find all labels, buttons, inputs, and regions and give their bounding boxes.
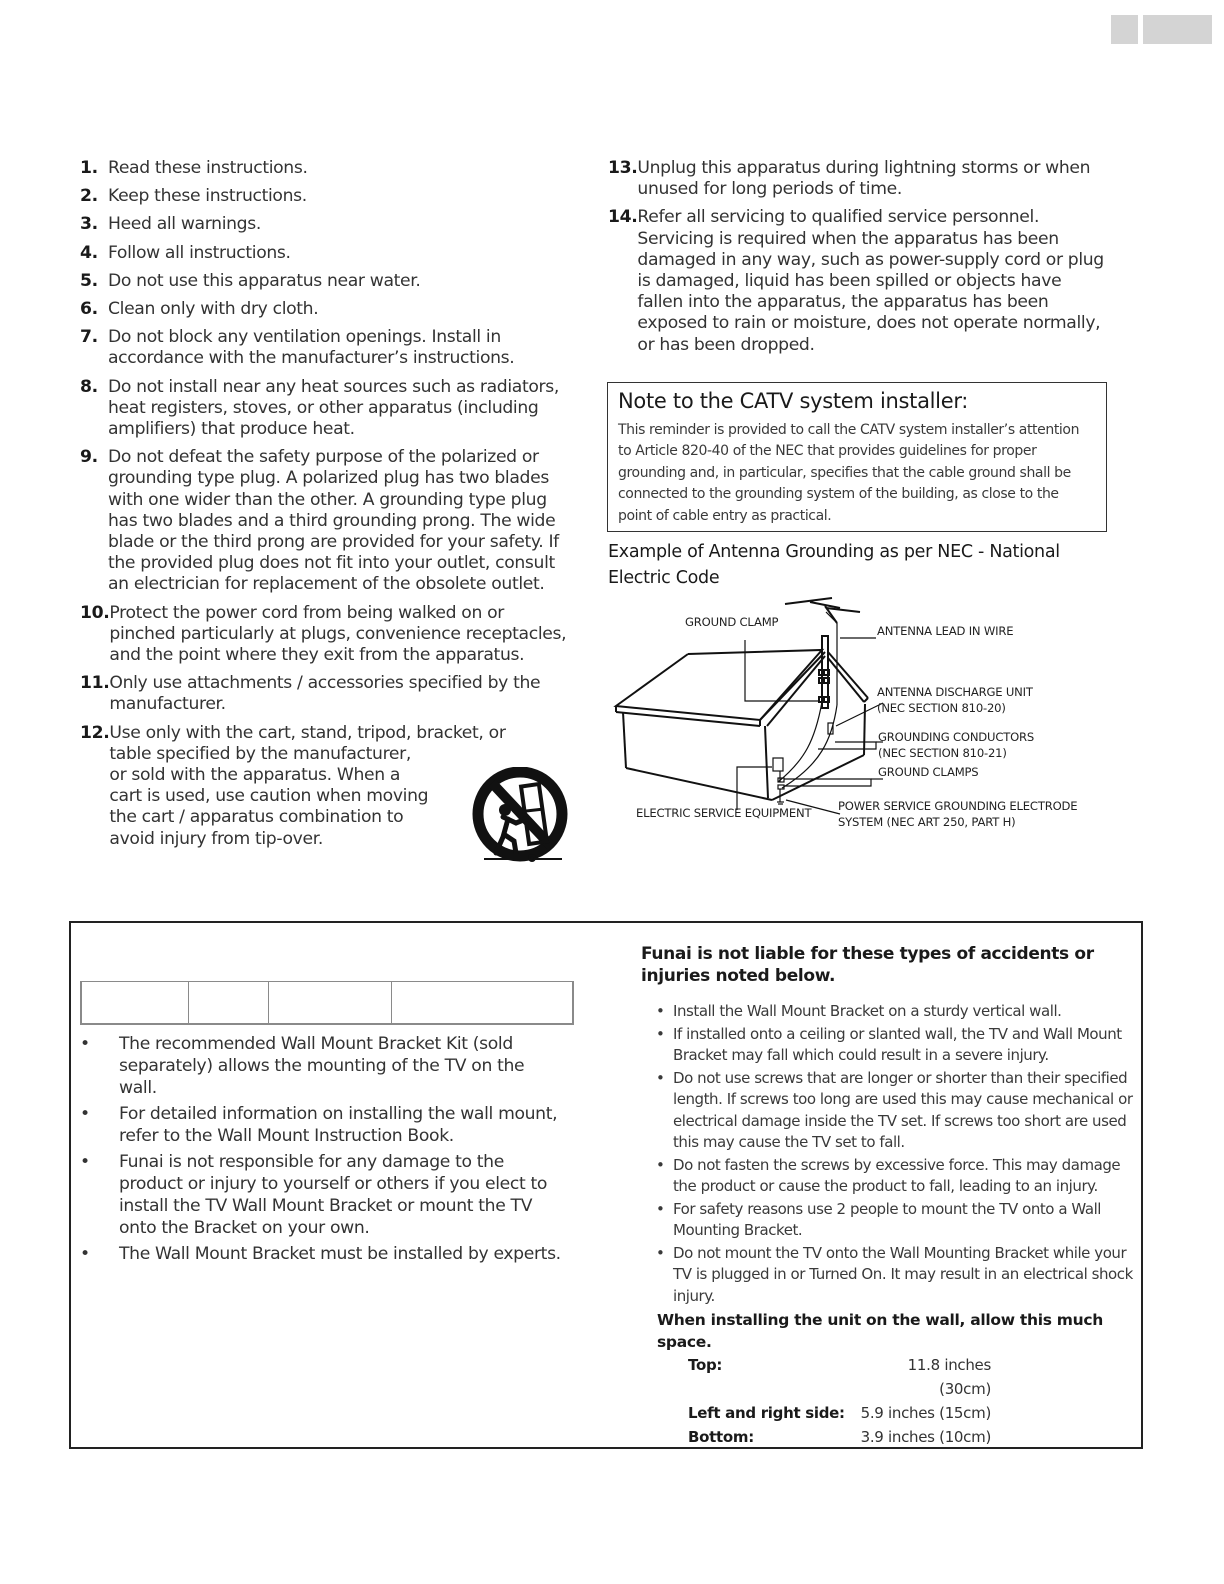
instruction-item: 5. Do not use this apparatus near water. [80, 270, 421, 291]
instruction-12-rest: table specified by the manufacturer, or sold with the apparatus. When a cart is used, use caution when moving the cart / apparatus combination to avoid injury from tip-over. [109, 743, 429, 849]
label-ground-clamp: GROUND CLAMP [685, 615, 779, 629]
liability-heading: Funai is not liable for these types of accidents or injuries noted below. [641, 944, 1094, 986]
clearance-row-bottom: Bottom: 3.9 inches (10cm) [688, 1428, 991, 1446]
label-grounding-conductors: GROUNDING CONDUCTORS [878, 730, 1035, 744]
instruction-item: 1. Read these instructions. [80, 158, 308, 178]
antenna-grounding-diagram [600, 590, 1110, 850]
tab-marker-1 [1111, 15, 1138, 44]
clearance-row-sides: Left and right side: 5.9 inches (15cm) [688, 1404, 991, 1422]
instruction-item: 4. Follow all instructions. [80, 242, 291, 263]
clearance-row-top: Top: 11.8 inches (30cm) [688, 1356, 991, 1398]
list-item: • The Wall Mount Bracket must be installed by experts. [80, 1244, 561, 1264]
list-item: • For detailed information on installing the wall mount, refer to the Wall Mount Instruction Book. [80, 1104, 558, 1146]
list-item: • Funai is not responsible for any damage to the product or injury to yourself or others if you elect to install the TV Wall Mount Bracket or mount the TV onto the Bracket on your own. [80, 1152, 548, 1238]
catv-installer-note [607, 382, 1107, 532]
label-power-service-grounding: POWER SERVICE GROUNDING ELECTRODE [838, 799, 1078, 813]
liability-section [641, 943, 1141, 1449]
bullet-icon: • [656, 1002, 665, 1020]
label-antenna-discharge-unit: ANTENNA DISCHARGE UNIT [877, 685, 1033, 699]
spec-table-cell [189, 982, 269, 1023]
bullet-icon: • [80, 1104, 90, 1124]
safety-instructions-left [80, 158, 570, 857]
instruction-item: 14. Refer all servicing to qualified service personnel. Servicing is required when the apparatus has been damaged in any way, such as power-supply cord or plug is damaged, liquid has been spilled or objects have fallen into the apparatus, the apparatus has been exposed to rain or moisture, does not operate normally, or has been dropped. [608, 207, 1104, 355]
bullet-icon: • [80, 1244, 90, 1264]
bullet-icon: • [80, 1034, 90, 1054]
list-item: • Do not use screws that are longer or shorter than their specified length. If screws too long are used this may cause mechanical or electrical damage inside the TV set. If screws too short are used this may cause the TV set to fall. [641, 1068, 1141, 1154]
label-ground-clamps: GROUND CLAMPS [878, 765, 979, 779]
bullet-icon: • [656, 1155, 665, 1174]
cart-tip-over-warning-icon [470, 767, 570, 867]
antenna-grounding-title: Example of Antenna Grounding as per NEC - National Electric Code [608, 542, 1060, 588]
catv-note-body: This reminder is provided to call the CATV system installer’s attention to Article 820-40 of the NEC that provides guidelines for proper grounding and, in particular, specifies that the cable ground shall be connected to the grounding system of the building, as close to the point of cable entry as practical. [618, 422, 1080, 524]
page-tab-markers [1111, 15, 1212, 44]
wall-mount-section [69, 921, 1143, 1449]
instruction-12-first-line: Use only with the cart, stand, tripod, bracket, or [109, 722, 506, 743]
bullet-icon: • [80, 1152, 90, 1172]
wall-mount-notes [79, 1033, 564, 1269]
spec-table-cell [82, 982, 189, 1023]
label-power-service-ref: SYSTEM (NEC ART 250, PART H) [838, 815, 1016, 829]
instruction-item: 3. Heed all warnings. [80, 214, 261, 235]
bullet-icon: • [656, 1024, 665, 1043]
bullet-icon: • [656, 1243, 665, 1262]
label-antenna-lead-in-wire: ANTENNA LEAD IN WIRE [877, 624, 1014, 638]
catv-note-title: Note to the CATV system installer: [618, 389, 969, 413]
wall-mount-spec-table [80, 981, 574, 1025]
bullet-icon: • [656, 1199, 665, 1218]
list-item: • If installed onto a ceiling or slanted wall, the TV and Wall Mount Bracket may fall which could result in a severe injury. [641, 1024, 1141, 1067]
instruction-item: 13. Unplug this apparatus during lightning storms or when unused for long periods of time. [608, 158, 1091, 200]
list-item: • Install the Wall Mount Bracket on a sturdy vertical wall. [641, 1001, 1141, 1023]
instruction-item: 8. Do not install near any heat sources such as radiators, heat registers, stoves, or other apparatus (including amplifiers) that produce heat. [80, 376, 559, 440]
instruction-item: 11. Only use attachments / accessories specified by the manufacturer. [80, 673, 541, 715]
spec-table-cell [392, 982, 572, 1023]
label-grounding-conductors-ref: (NEC SECTION 810-21) [878, 746, 1007, 760]
safety-instructions-right [608, 158, 1108, 363]
spec-table-cell [269, 982, 392, 1023]
instruction-item: 10. Protect the power cord from being walked on or pinched particularly at plugs, convenience receptacles, and the point where they exit from the apparatus. [80, 602, 567, 666]
label-electric-service-equipment: ELECTRIC SERVICE EQUIPMENT [636, 806, 812, 820]
bullet-icon: • [656, 1068, 665, 1087]
label-discharge-unit-ref: (NEC SECTION 810-20) [877, 701, 1006, 715]
list-item: • For safety reasons use 2 people to mount the TV onto a Wall Mounting Bracket. [641, 1199, 1141, 1242]
instruction-item: 2. Keep these instructions. [80, 186, 307, 207]
instruction-item: 6. Clean only with dry cloth. [80, 299, 319, 320]
list-item: • Do not mount the TV onto the Wall Mounting Bracket while your TV is plugged in or Turned On. It may result in an electrical shock injury. [641, 1243, 1141, 1308]
instruction-item: 12. Use only with the cart, stand, tripod, bracket, or table specified by the manufacturer, or sold with the apparatus. When a cart is used, use caution when moving the cart / apparatus combination to avoid injury from tip-over. [80, 722, 506, 849]
instruction-item: 7. Do not block any ventilation openings. Install in accordance with the manufacturer’s instructions. [80, 327, 515, 369]
instruction-item: 9. Do not defeat the safety purpose of the polarized or grounding type plug. A polarized plug has two blades with one wider than the other. A grounding type plug has two blades and a third grounding prong. The wide blade or the third prong are provided for your safety. If the provided plug does not fit into your outlet, consult an electrician for replacement of the obsolete outlet. [80, 447, 559, 595]
tab-marker-2 [1143, 15, 1212, 44]
clearance-heading: When installing the unit on the wall, allow this much space. [657, 1311, 1103, 1351]
list-item: • Do not fasten the screws by excessive force. This may damage the product or cause the product to fall, leading to an injury. [641, 1155, 1141, 1198]
list-item: • The recommended Wall Mount Bracket Kit (sold separately) allows the mounting of the TV on the wall. [80, 1034, 525, 1098]
